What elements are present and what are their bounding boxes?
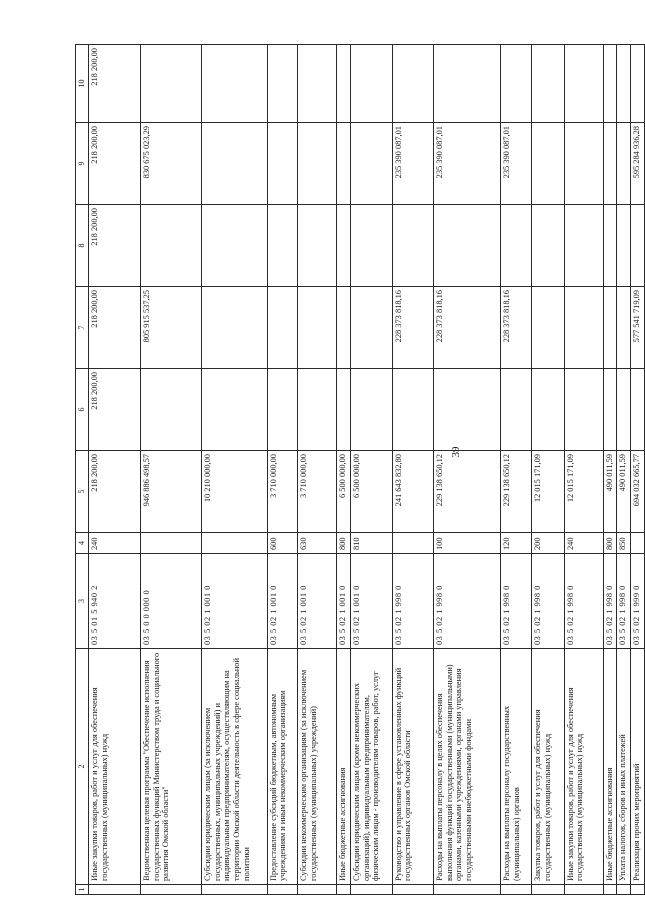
amount-cell: 218 200,00: [89, 287, 141, 369]
amount-cell: 694 032 665,77: [631, 451, 645, 533]
amount-cell: [297, 205, 336, 287]
amount-cell: 6 500 000,00: [337, 451, 351, 533]
amount-cell: [617, 45, 631, 123]
kvr-cell: 240: [564, 533, 603, 554]
amount-cell: [202, 205, 267, 287]
amount-cell: [603, 45, 617, 123]
header-cell: 5: [76, 451, 89, 533]
item-name-cell: Иные закупки товаров, работ и услуг для обеспечения государственных (муниципальных) нужд: [89, 649, 141, 885]
table-row: [337, 45, 351, 895]
table-row: [267, 45, 297, 895]
code-cell: 03 5 0 0 000 0: [141, 554, 202, 649]
header-cell: 8: [76, 205, 89, 287]
amount-cell: [501, 205, 531, 287]
amount-cell: 218 200,00: [89, 369, 141, 451]
amount-cell: [351, 45, 392, 123]
amount-cell: [297, 287, 336, 369]
amount-cell: [564, 287, 603, 369]
amount-cell: 218 200,00: [89, 123, 141, 205]
code-cell: 03 5 02 1 998 0: [434, 554, 501, 649]
amount-cell: 229 138 650,12: [434, 451, 501, 533]
amount-cell: [501, 45, 531, 123]
code-cell: 03 5 02 1 999 0: [631, 554, 645, 649]
amount-cell: [603, 123, 617, 205]
amount-cell: [631, 369, 645, 451]
amount-cell: [392, 205, 433, 287]
kvr-cell: 100: [434, 533, 501, 554]
kvr-cell: [141, 533, 202, 554]
header-row: [76, 45, 89, 895]
blank-cell: [531, 885, 564, 895]
blank-cell: [617, 885, 631, 895]
kvr-cell: [392, 533, 433, 554]
amount-cell: [531, 369, 564, 451]
item-name-cell: Уплата налогов, сборов и иных платежей: [617, 649, 631, 885]
amount-cell: 228 373 818,16: [501, 287, 531, 369]
table-row: [631, 45, 645, 895]
amount-cell: [337, 369, 351, 451]
table-row: [141, 45, 202, 895]
amount-cell: 235 390 087,01: [434, 123, 501, 205]
amount-cell: [434, 205, 501, 287]
page-number: 39: [450, 446, 462, 458]
table-row: [434, 45, 501, 895]
blank-cell: [564, 885, 603, 895]
item-name-cell: Расходы на выплаты персоналу государственных (муниципальных) органов: [501, 649, 531, 885]
blank-cell: [603, 885, 617, 895]
amount-cell: 490 011,59: [617, 451, 631, 533]
amount-cell: [337, 287, 351, 369]
amount-cell: [337, 45, 351, 123]
amount-cell: [297, 123, 336, 205]
item-name-cell: Предоставление субсидий бюджетным, автономным учреждениям и иным некоммерческим организациям: [267, 649, 297, 885]
kvr-cell: [631, 533, 645, 554]
amount-cell: [141, 45, 202, 123]
kvr-cell: 120: [501, 533, 531, 554]
kvr-cell: 810: [351, 533, 392, 554]
item-name-cell: Иные закупки товаров, работ и услуг для обеспечения государственных (муниципальных) нужд: [564, 649, 603, 885]
amount-cell: [392, 369, 433, 451]
header-cell: 2: [76, 649, 89, 885]
item-name-cell: Руководство и управление в сфере установленных функций государственных органов Омской области: [392, 649, 433, 885]
header-cell: 7: [76, 287, 89, 369]
amount-cell: 235 390 087,01: [501, 123, 531, 205]
amount-cell: [603, 205, 617, 287]
amount-cell: [617, 369, 631, 451]
amount-cell: [564, 45, 603, 123]
table-row: [531, 45, 564, 895]
table-row: [202, 45, 267, 895]
blank-cell: [89, 885, 141, 895]
kvr-cell: 240: [89, 533, 141, 554]
amount-cell: [564, 123, 603, 205]
amount-cell: 12 015 171,09: [564, 451, 603, 533]
amount-cell: [617, 287, 631, 369]
amount-cell: 6 500 000,00: [351, 451, 392, 533]
amount-cell: [337, 205, 351, 287]
item-name-cell: Субсидии юридическим лицам (кроме некоммерческих организаций), индивидуальным предпринимателям, физическим лицам - производителям товаров, работ, услуг: [351, 649, 392, 885]
amount-cell: 805 915 537,25: [141, 287, 202, 369]
amount-cell: 3 710 000,00: [297, 451, 336, 533]
item-name-cell: Иные бюджетные ассигнования: [337, 649, 351, 885]
amount-cell: [141, 205, 202, 287]
code-cell: 03 5 02 1 998 0: [531, 554, 564, 649]
amount-cell: [531, 123, 564, 205]
amount-cell: [617, 205, 631, 287]
blank-cell: [631, 885, 645, 895]
amount-cell: [531, 287, 564, 369]
blank-cell: [297, 885, 336, 895]
item-name-cell: Закупка товаров, работ и услуг для обеспечения государственных (муниципальных) нужд: [531, 649, 564, 885]
amount-cell: [617, 123, 631, 205]
rotated-table-container: [75, 45, 645, 895]
header-cell: 4: [76, 533, 89, 554]
amount-cell: 241 643 832,80: [392, 451, 433, 533]
amount-cell: 946 886 498,57: [141, 451, 202, 533]
table-row: [89, 45, 141, 895]
item-name-cell: Реализация прочих мероприятий: [631, 649, 645, 885]
code-cell: 03 5 02 1 998 0: [603, 554, 617, 649]
item-name-cell: Ведомственная целевая программа "Обеспечение исполнения государственных функций Министерством труда и социального развития Омской области": [141, 649, 202, 885]
amount-cell: [434, 45, 501, 123]
blank-cell: [351, 885, 392, 895]
amount-cell: [351, 205, 392, 287]
amount-cell: [267, 123, 297, 205]
item-name-cell: Субсидии некоммерческим организациям (за исключением государственных (муниципальных) учреждений): [297, 649, 336, 885]
amount-cell: 229 138 650,12: [501, 451, 531, 533]
table-row: [564, 45, 603, 895]
amount-cell: [434, 369, 501, 451]
kvr-cell: 630: [297, 533, 336, 554]
kvr-cell: 850: [617, 533, 631, 554]
blank-cell: [501, 885, 531, 895]
amount-cell: 10 210 000,00: [202, 451, 267, 533]
amount-cell: [337, 123, 351, 205]
amount-cell: [267, 205, 297, 287]
amount-cell: [351, 369, 392, 451]
amount-cell: 3 710 000,00: [267, 451, 297, 533]
code-cell: 03 5 02 1 998 0: [564, 554, 603, 649]
amount-cell: 218 200,00: [89, 451, 141, 533]
amount-cell: [603, 287, 617, 369]
amount-cell: [202, 369, 267, 451]
header-cell: 9: [76, 123, 89, 205]
amount-cell: [351, 287, 392, 369]
header-cell: 10: [76, 45, 89, 123]
code-cell: 03 5 02 1 998 0: [617, 554, 631, 649]
table-row: [501, 45, 531, 895]
amount-cell: [531, 205, 564, 287]
kvr-cell: 800: [603, 533, 617, 554]
code-cell: 03 5 02 1 998 0: [392, 554, 433, 649]
kvr-cell: [202, 533, 267, 554]
amount-cell: [202, 45, 267, 123]
blank-cell: [392, 885, 433, 895]
amount-cell: [631, 45, 645, 123]
code-cell: 03 5 02 1 001 0: [297, 554, 336, 649]
amount-cell: [141, 369, 202, 451]
header-cell: 1: [76, 885, 89, 895]
code-cell: 03 5 01 5 940 2: [89, 554, 141, 649]
amount-cell: [531, 45, 564, 123]
blank-cell: [141, 885, 202, 895]
amount-cell: 577 541 719,09: [631, 287, 645, 369]
kvr-cell: 200: [531, 533, 564, 554]
code-cell: 03 5 02 1 998 0: [501, 554, 531, 649]
amount-cell: 595 284 936,28: [631, 123, 645, 205]
amount-cell: 218 200,00: [89, 45, 141, 123]
header-cell: 6: [76, 369, 89, 451]
table-row: [617, 45, 631, 895]
blank-cell: [202, 885, 267, 895]
blank-cell: [337, 885, 351, 895]
amount-cell: [564, 369, 603, 451]
amount-cell: [603, 369, 617, 451]
amount-cell: 235 390 087,01: [392, 123, 433, 205]
amount-cell: 228 373 818,16: [392, 287, 433, 369]
amount-cell: 228 373 818,16: [434, 287, 501, 369]
budget-table: [75, 44, 645, 895]
amount-cell: 12 015 171,09: [531, 451, 564, 533]
amount-cell: 490 011,59: [603, 451, 617, 533]
amount-cell: [631, 205, 645, 287]
amount-cell: [351, 123, 392, 205]
table-row: [392, 45, 433, 895]
item-name-cell: Иные бюджетные ассигнования: [603, 649, 617, 885]
item-name-cell: Расходы на выплаты персоналу в целях обеспечения выполнения функций государственными (муниципальными) органами, казенными учреждениями, органами управления государственными внебюджетными фондами: [434, 649, 501, 885]
amount-cell: [297, 45, 336, 123]
amount-cell: [501, 369, 531, 451]
amount-cell: [202, 123, 267, 205]
amount-cell: 830 675 023,29: [141, 123, 202, 205]
amount-cell: [267, 369, 297, 451]
code-cell: 03 5 02 1 001 0: [202, 554, 267, 649]
amount-cell: 218 200,00: [89, 205, 141, 287]
blank-cell: [434, 885, 501, 895]
amount-cell: [202, 287, 267, 369]
amount-cell: [297, 369, 336, 451]
table-row: [603, 45, 617, 895]
item-name-cell: Субсидии юридическим лицам (за исключением государственных, муниципальных учреждений) и индивидуальным предпринимателям, осуществляющим на территории Омской области деятельность в сфере социальной политики: [202, 649, 267, 885]
kvr-cell: 600: [267, 533, 297, 554]
amount-cell: [267, 45, 297, 123]
table-row: [297, 45, 336, 895]
amount-cell: [267, 287, 297, 369]
code-cell: 03 5 02 1 001 0: [267, 554, 297, 649]
amount-cell: [564, 205, 603, 287]
code-cell: 03 5 02 1 001 0: [351, 554, 392, 649]
table-row: [351, 45, 392, 895]
blank-cell: [267, 885, 297, 895]
code-cell: 03 5 02 1 001 0: [337, 554, 351, 649]
header-cell: 3: [76, 554, 89, 649]
kvr-cell: 800: [337, 533, 351, 554]
amount-cell: [392, 45, 433, 123]
